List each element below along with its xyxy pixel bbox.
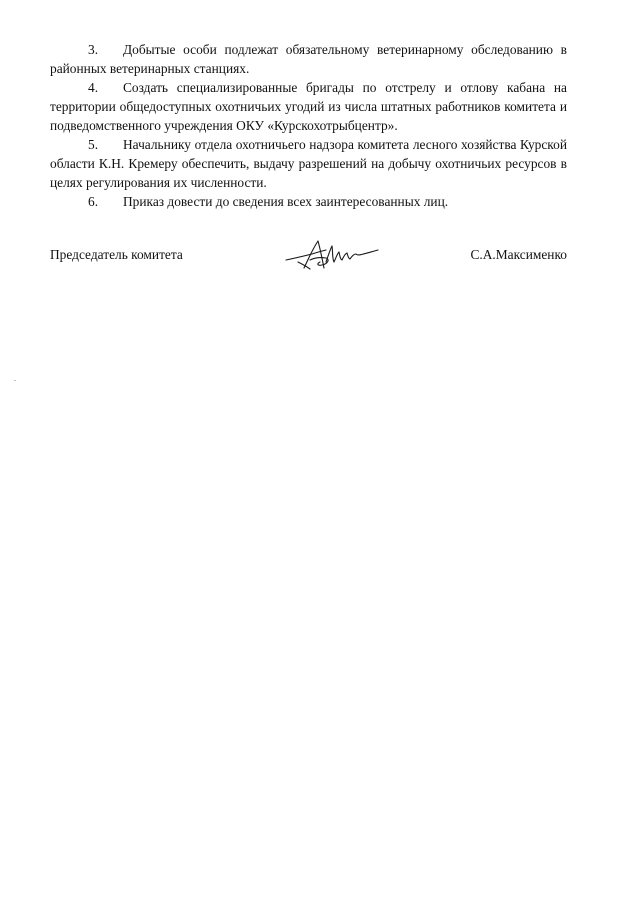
item-text: Приказ довести до сведения всех заинтересованных лиц. [123,194,449,209]
signatory-position: Председатель комитета [50,247,183,262]
handwritten-signature-icon [282,238,382,274]
order-item [50,40,567,78]
item-text: Начальнику отдела охотничьего надзора комитета лесного хозяйства Курской области К.Н. Кремеру обеспечить, выдачу разрешений на добычу охотничьих ресурсов в целях регулирования их численности. [50,137,567,190]
scan-speck [14,380,16,381]
order-item [50,192,567,211]
order-item [50,135,567,192]
item-number: 4. [88,80,99,95]
signature-block [50,238,567,278]
order-item [50,78,567,135]
item-text: Добытые особи подлежат обязательному ветеринарному обследованию в районных ветеринарных станциях. [50,42,567,76]
item-number: 6. [88,194,99,209]
item-number: 5. [88,137,99,152]
item-number: 3. [88,42,99,57]
item-text: Создать специализированные бригады по отстрелу и отлову кабана на территории общедоступных охотничьих угодий из числа штатных работников комитета и подведомственного учреждения ОКУ «Курскохотрыбцентр». [50,80,567,133]
signatory-name: С.А.Максименко [470,247,567,262]
order-items [50,40,567,211]
